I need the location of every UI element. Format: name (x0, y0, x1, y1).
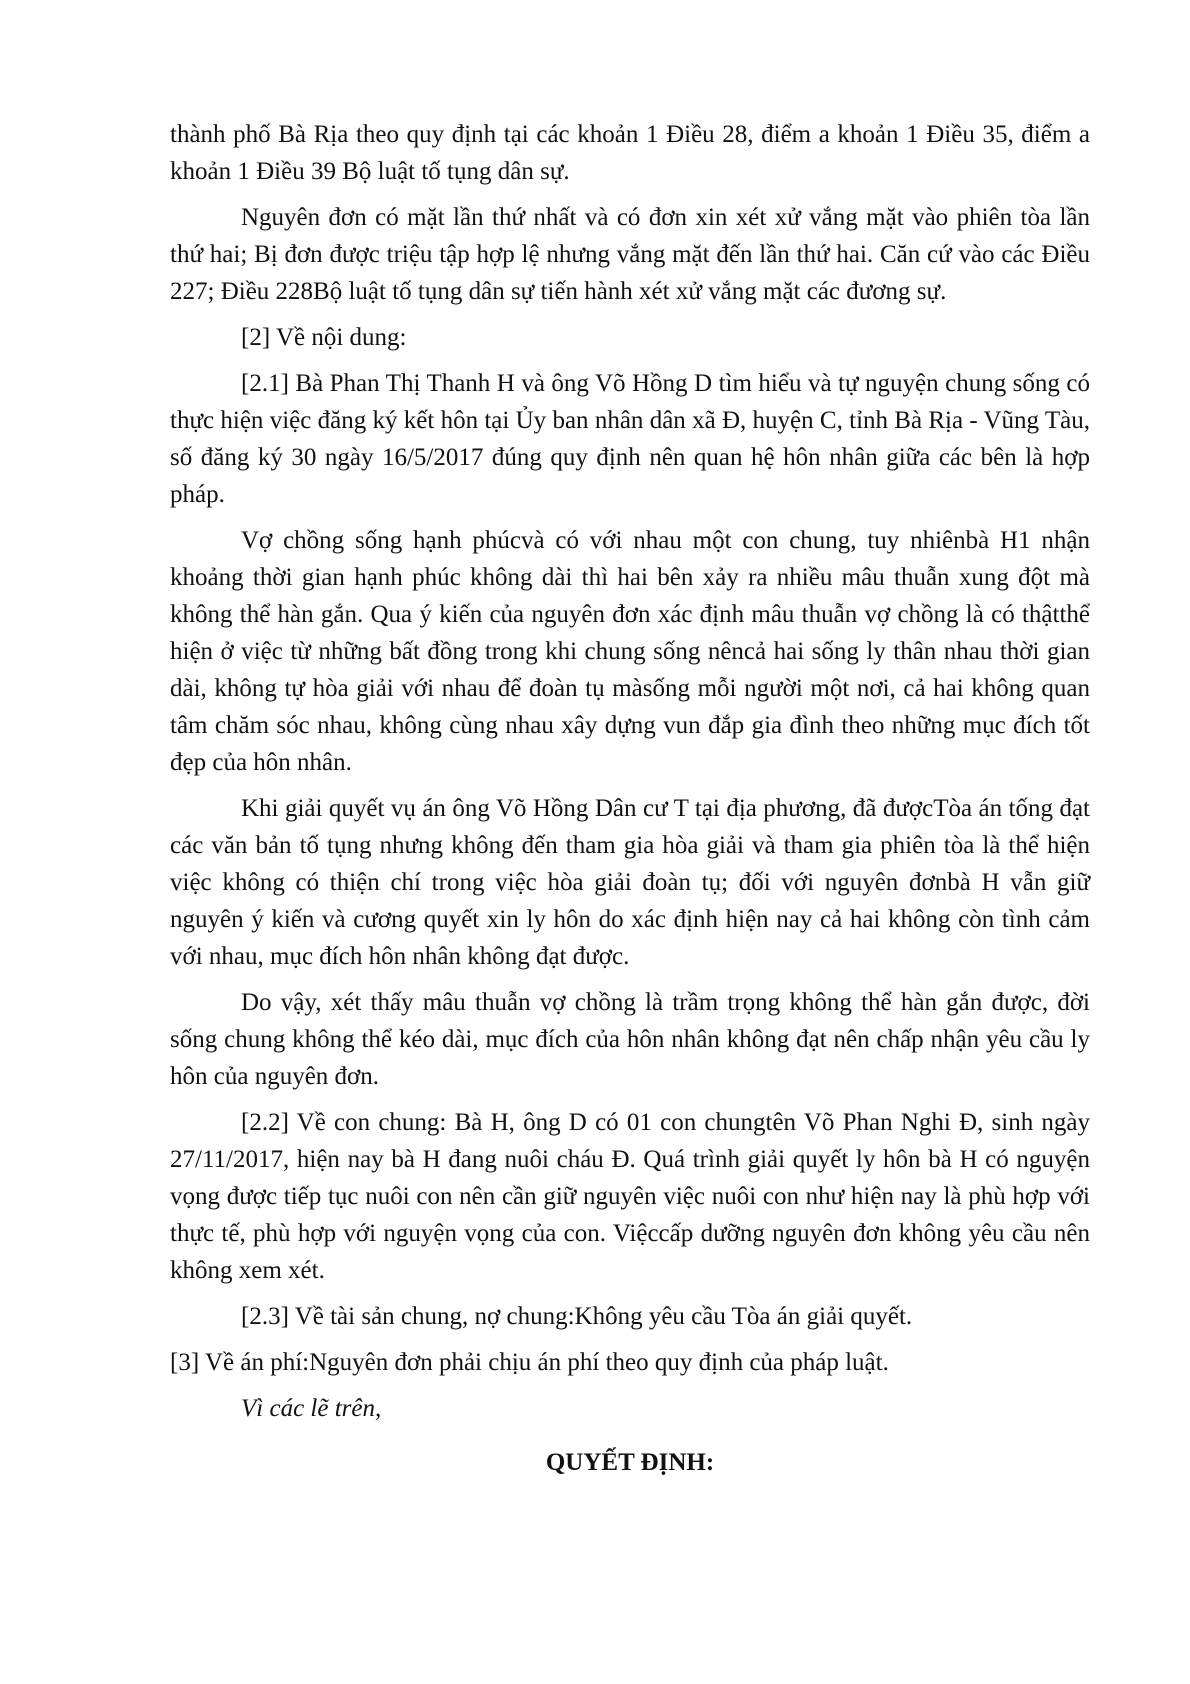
paragraph-conclusion-divorce: Do vậy, xét thấy mâu thuẫn vợ chồng là trầm trọng không thể hàn gắn được, đời sống chung không thể kéo dài, mục đích của hôn nhân không đạt nên chấp nhận yêu cầu ly hôn của nguyên đơn. (170, 989, 1090, 1090)
paragraph-defendant-absence: Khi giải quyết vụ án ông Võ Hồng Dân cư T tại địa phương, đã đượcTòa án tống đạt các văn bản tố tụng nhưng không đến tham gia hòa giải và tham gia phiên tòa là thể hiện việc không có thiện chí trong việc hòa giải đoàn tụ; đối với nguyên đơnbà H vẫn giữ nguyên ý kiến và cương quyết xin ly hôn do xác định hiện nay cả hai không còn tình cảm với nhau, mục đích hôn nhân không đạt được. (170, 795, 1090, 970)
paragraph-reasons: Vì các lẽ trên, (241, 1395, 382, 1422)
paragraph-absence-trial: Nguyên đơn có mặt lần thứ nhất và có đơn xin xét xử vắng mặt vào phiên tòa lần thứ hai; Bị đơn được triệu tập hợp lệ nhưng vắng mặt đến lần thứ hai. Căn cứ vào các Điều 227; Điều 228Bộ luật tố tụng dân sự tiến hành xét xử vắng mặt các đương sự. (170, 204, 1090, 305)
paragraph-jurisdiction: thành phố Bà Rịa theo quy định tại các khoản 1 Điều 28, điểm a khoản 1 Điều 35, điểm a khoản 1 Điều 39 Bộ luật tố tụng dân sự. (170, 121, 1090, 185)
paragraph-marriage-legal: [2.1] Bà Phan Thị Thanh H và ông Võ Hồng D tìm hiểu và tự nguyện chung sống có thực hiện việc đăng ký kết hôn tại Ủy ban nhân dân xã Đ, huyện C, tỉnh Bà Rịa - Vũng Tàu, số đăng ký 30 ngày 16/5/2017 đúng quy định nên quan hệ hôn nhân giữa các bên là hợp pháp. (170, 370, 1090, 508)
paragraph-court-fee: [3] Về án phí:Nguyên đơn phải chịu án phí theo quy định của pháp luật. (170, 1349, 889, 1376)
decision-heading: QUYẾT ĐỊNH: (545, 1449, 715, 1476)
paragraph-conflict: Vợ chồng sống hạnh phúcvà có với nhau một con chung, tuy nhiênbà H1 nhận khoảng thời gian hạnh phúc không dài thì hai bên xảy ra nhiều mâu thuẫn xung đột mà không thể hàn gắn. Qua ý kiến của nguyên đơn xác định mâu thuẫn vợ chồng là có thậtthể hiện ở việc từ những bất đồng trong khi chung sống nêncả hai sống ly thân nhau thời gian dài, không tự hòa giải với nhau để đoàn tụ màsống mỗi người một nơi, cả hai không quan tâm chăm sóc nhau, không cùng nhau xây dựng vun đắp gia đình theo những mục đích tốt đẹp của hôn nhân. (170, 527, 1090, 776)
document-page (170, 116, 1090, 1506)
paragraph-property: [2.3] Về tài sản chung, nợ chung:Không yêu cầu Tòa án giải quyết. (241, 1303, 913, 1330)
section-heading-content: [2] Về nội dung: (241, 324, 407, 351)
paragraph-child-custody: [2.2] Về con chung: Bà H, ông D có 01 con chungtên Võ Phan Nghi Đ, sinh ngày 27/11/2017, hiện nay bà H đang nuôi cháu Đ. Quá trình giải quyết ly hôn bà H có nguyện vọng được tiếp tục nuôi con nên cần giữ nguyên việc nuôi con như hiện nay là phù hợp với thực tế, phù hợp với nguyện vọng của con. Việccấp dưỡng nguyên đơn không yêu cầu nên không xem xét. (170, 1109, 1090, 1284)
